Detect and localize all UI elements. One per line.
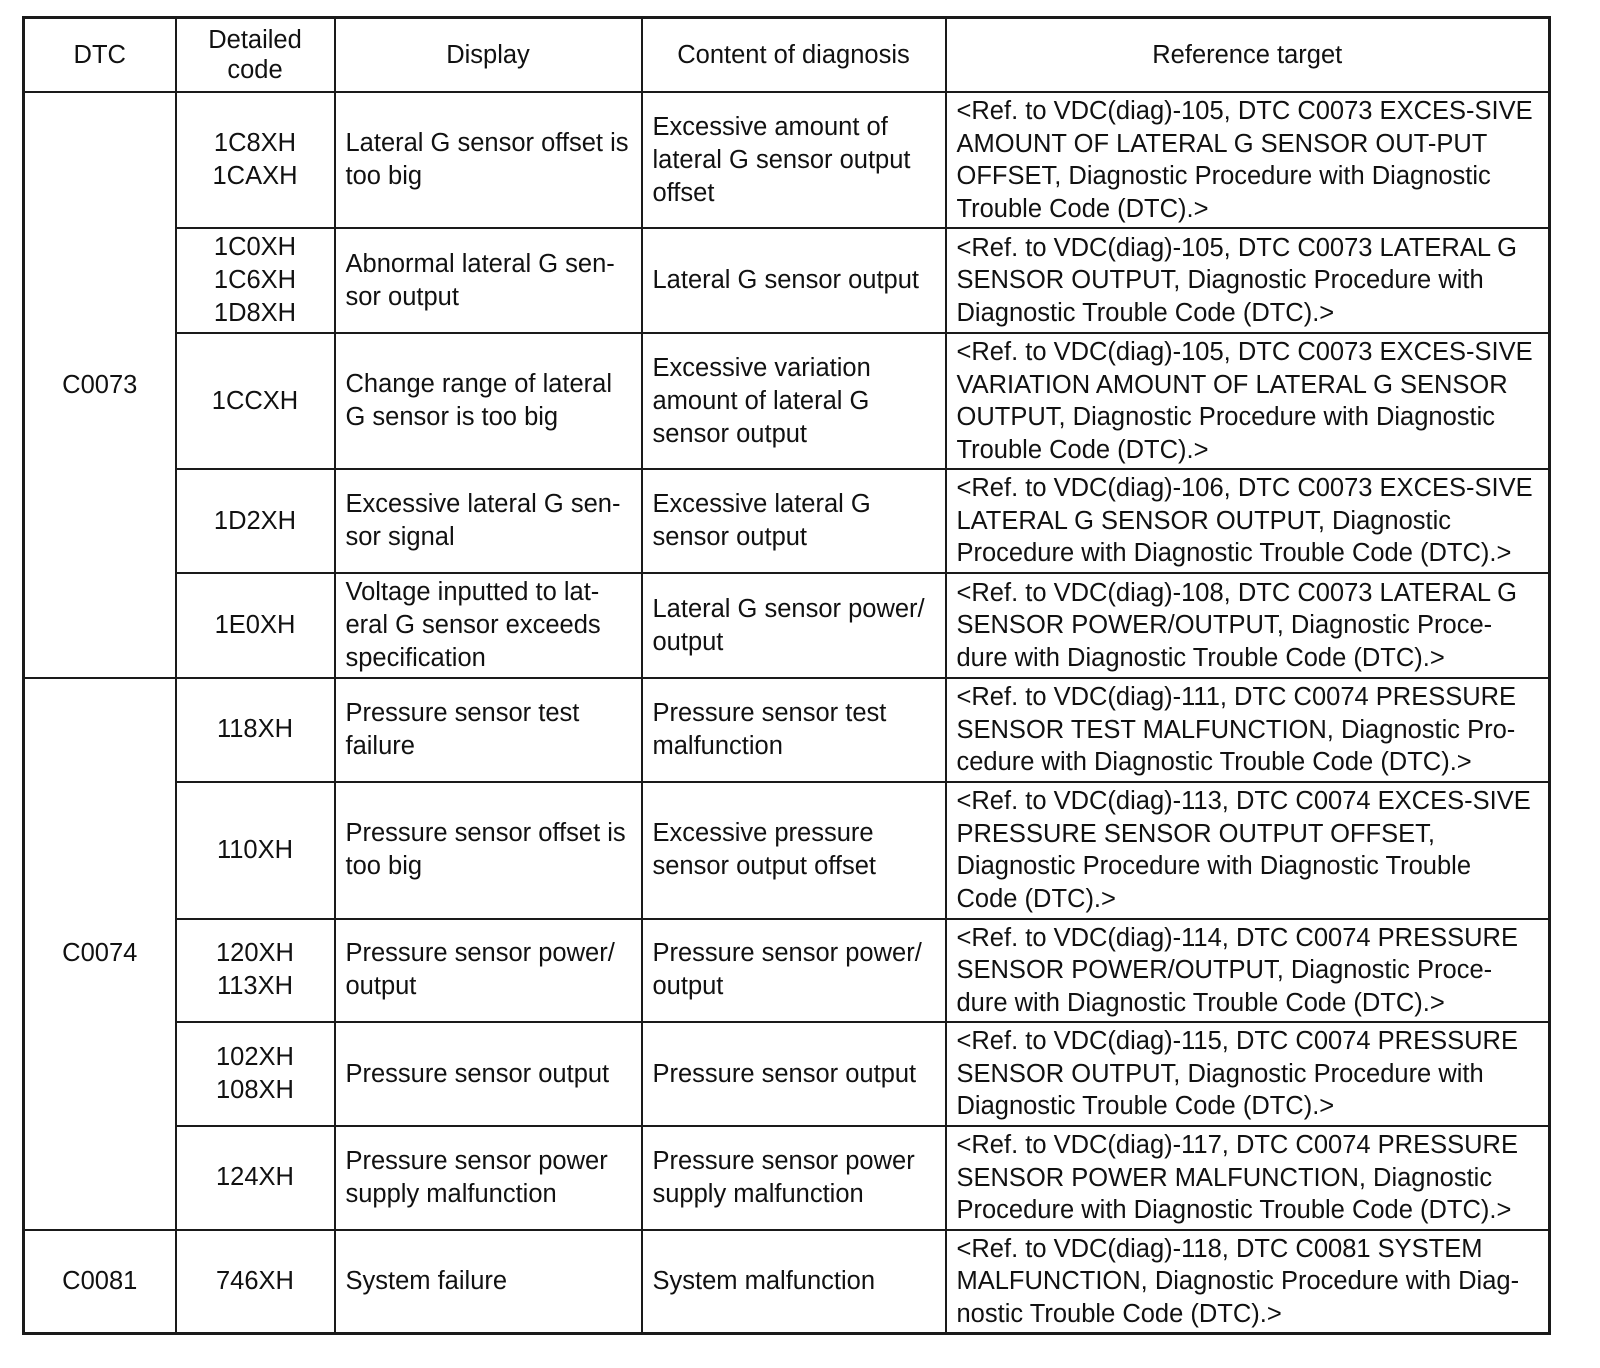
reference-cell: <Ref. to VDC(diag)-118, DTC C0081 SYSTEM MALFUNCTION, Diagnostic Procedure with Diag-nostic Trouble Code (DTC).> xyxy=(946,1230,1550,1334)
reference-cell: <Ref. to VDC(diag)-105, DTC C0073 EXCES-SIVE AMOUNT OF LATERAL G SENSOR OUT-PUT OFFSET, Diagnostic Procedure with Diagnostic Trouble Code (DTC).> xyxy=(946,92,1550,228)
detailed-code-cell: 1E0XH xyxy=(176,573,335,678)
display-cell: Pressure sensor power/ output xyxy=(335,919,642,1023)
detailed-code-cell: 120XH 113XH xyxy=(176,919,335,1023)
dtc-table-container xyxy=(22,16,1551,1335)
header-content-of-diagnosis: Content of diagnosis xyxy=(642,18,946,93)
detailed-code-cell: 1C8XH 1CAXH xyxy=(176,92,335,228)
display-cell: Pressure sensor offset is too big xyxy=(335,782,642,919)
content-cell: Excessive pressure sensor output offset xyxy=(642,782,946,919)
dtc-cell: C0074 xyxy=(24,678,176,1230)
table-row xyxy=(24,92,1550,228)
dtc-cell: C0073 xyxy=(24,92,176,678)
display-cell: Excessive lateral G sen-sor signal xyxy=(335,469,642,573)
display-cell: Abnormal lateral G sen-sor output xyxy=(335,228,642,333)
header-display: Display xyxy=(335,18,642,93)
reference-cell: <Ref. to VDC(diag)-115, DTC C0074 PRESSURE SENSOR OUTPUT, Diagnostic Procedure with Diagnostic Trouble Code (DTC).> xyxy=(946,1022,1550,1126)
display-cell: Pressure sensor output xyxy=(335,1022,642,1126)
detailed-code-cell: 1CCXH xyxy=(176,333,335,469)
detailed-code-cell: 1C0XH 1C6XH 1D8XH xyxy=(176,228,335,333)
table-row xyxy=(24,1126,1550,1230)
header-detailed-code: Detailed code xyxy=(176,18,335,93)
detailed-code-cell: 124XH xyxy=(176,1126,335,1230)
table-row xyxy=(24,573,1550,678)
content-cell: Lateral G sensor output xyxy=(642,228,946,333)
table-row xyxy=(24,678,1550,782)
reference-cell: <Ref. to VDC(diag)-117, DTC C0074 PRESSURE SENSOR POWER MALFUNCTION, Diagnostic Procedure with Diagnostic Trouble Code (DTC).> xyxy=(946,1126,1550,1230)
header-reference-target: Reference target xyxy=(946,18,1550,93)
table-row xyxy=(24,228,1550,333)
header-row xyxy=(24,18,1550,93)
table-row xyxy=(24,1230,1550,1334)
display-cell: Lateral G sensor offset is too big xyxy=(335,92,642,228)
table-row xyxy=(24,469,1550,573)
table-row xyxy=(24,782,1550,919)
display-cell: Pressure sensor test failure xyxy=(335,678,642,782)
display-cell: Change range of lateral G sensor is too big xyxy=(335,333,642,469)
content-cell: Excessive lateral G sensor output xyxy=(642,469,946,573)
content-cell: Pressure sensor power supply malfunction xyxy=(642,1126,946,1230)
reference-cell: <Ref. to VDC(diag)-111, DTC C0074 PRESSURE SENSOR TEST MALFUNCTION, Diagnostic Pro-cedure with Diagnostic Trouble Code (DTC).> xyxy=(946,678,1550,782)
reference-cell: <Ref. to VDC(diag)-108, DTC C0073 LATERAL G SENSOR POWER/OUTPUT, Diagnostic Proce-dure with Diagnostic Trouble Code (DTC).> xyxy=(946,573,1550,678)
detailed-code-cell: 110XH xyxy=(176,782,335,919)
content-cell: Excessive variation amount of lateral G sensor output xyxy=(642,333,946,469)
display-cell: Voltage inputted to lat-eral G sensor exceeds specification xyxy=(335,573,642,678)
reference-cell: <Ref. to VDC(diag)-105, DTC C0073 LATERAL G SENSOR OUTPUT, Diagnostic Procedure with Diagnostic Trouble Code (DTC).> xyxy=(946,228,1550,333)
table-row xyxy=(24,333,1550,469)
content-cell: Pressure sensor output xyxy=(642,1022,946,1126)
reference-cell: <Ref. to VDC(diag)-114, DTC C0074 PRESSURE SENSOR POWER/OUTPUT, Diagnostic Proce-dure with Diagnostic Trouble Code (DTC).> xyxy=(946,919,1550,1023)
table-row xyxy=(24,1022,1550,1126)
reference-cell: <Ref. to VDC(diag)-105, DTC C0073 EXCES-SIVE VARIATION AMOUNT OF LATERAL G SENSOR OUTPUT, Diagnostic Procedure with Diagnostic Trouble Code (DTC).> xyxy=(946,333,1550,469)
display-cell: Pressure sensor power supply malfunction xyxy=(335,1126,642,1230)
detailed-code-cell: 1D2XH xyxy=(176,469,335,573)
content-cell: Lateral G sensor power/ output xyxy=(642,573,946,678)
content-cell: System malfunction xyxy=(642,1230,946,1334)
header-dtc: DTC xyxy=(24,18,176,93)
reference-cell: <Ref. to VDC(diag)-106, DTC C0073 EXCES-SIVE LATERAL G SENSOR OUTPUT, Diagnostic Procedure with Diagnostic Trouble Code (DTC).> xyxy=(946,469,1550,573)
content-cell: Pressure sensor test malfunction xyxy=(642,678,946,782)
display-cell: System failure xyxy=(335,1230,642,1334)
content-cell: Pressure sensor power/ output xyxy=(642,919,946,1023)
table-row xyxy=(24,919,1550,1023)
detailed-code-cell: 118XH xyxy=(176,678,335,782)
dtc-cell: C0081 xyxy=(24,1230,176,1334)
reference-cell: <Ref. to VDC(diag)-113, DTC C0074 EXCES-SIVE PRESSURE SENSOR OUTPUT OFFSET, Diagnostic Procedure with Diagnostic Trouble Code (DTC).> xyxy=(946,782,1550,919)
dtc-table xyxy=(22,16,1551,1335)
content-cell: Excessive amount of lateral G sensor output offset xyxy=(642,92,946,228)
detailed-code-cell: 746XH xyxy=(176,1230,335,1334)
detailed-code-cell: 102XH 108XH xyxy=(176,1022,335,1126)
